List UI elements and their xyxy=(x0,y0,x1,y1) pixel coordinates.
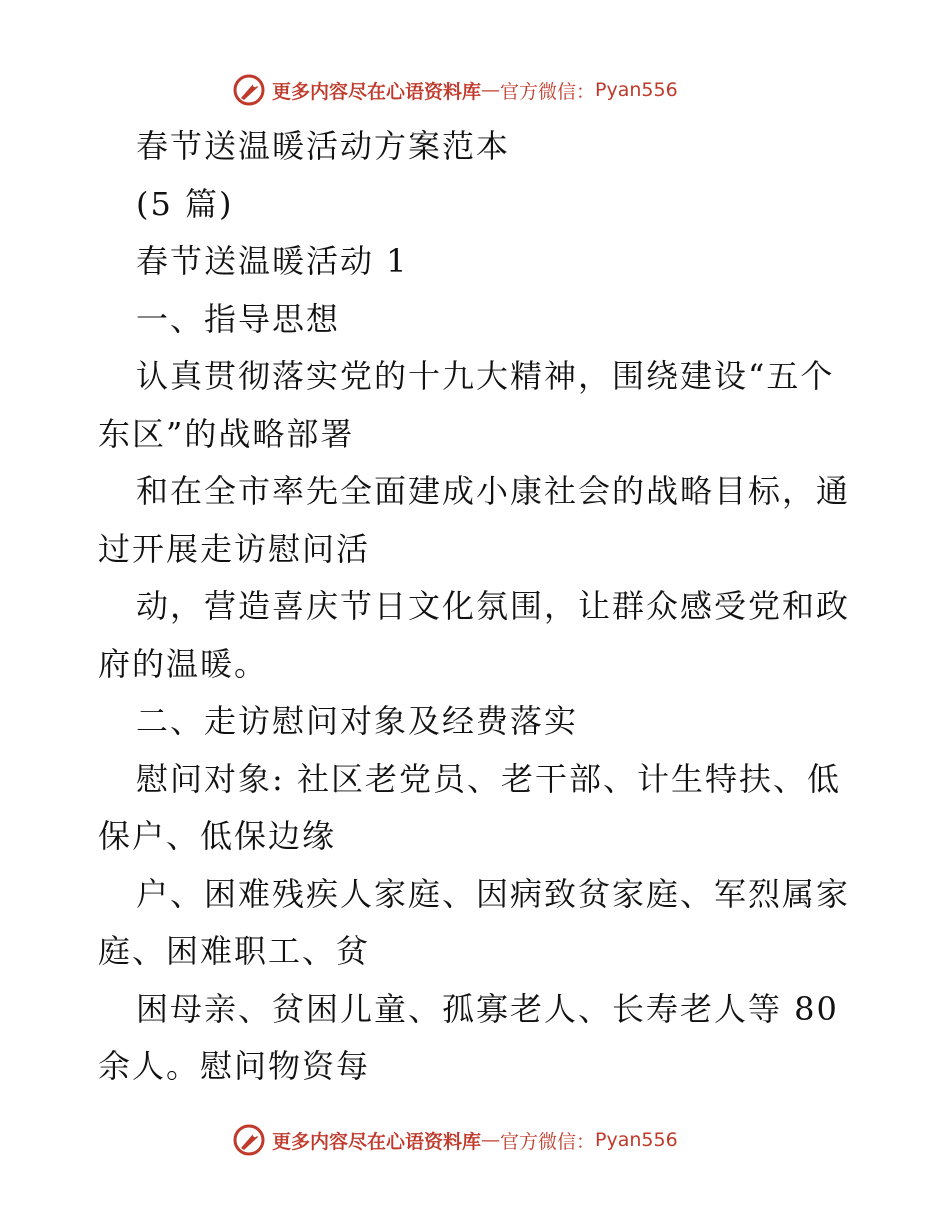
paragraph-line: 动，营造喜庆节日文化氛围，让群众感受党和政 xyxy=(136,587,851,625)
paragraph-line: 庭、困难职工、贫 xyxy=(98,932,371,970)
section-heading: 春节送温暖活动 1 xyxy=(136,242,409,280)
paragraph-line: 困母亲、贫困儿童、孤寡老人、长寿老人等 80 xyxy=(136,989,839,1028)
document-subtitle: (5 篇) xyxy=(136,184,234,223)
watermark-wechat-id: Pyan556 xyxy=(595,79,678,101)
document-body xyxy=(98,118,858,1096)
paragraph-line: 保户、低保边缘 xyxy=(98,817,337,855)
watermark-wechat-label: 官方微信： xyxy=(500,1130,596,1153)
watermark-dash: — xyxy=(481,1129,501,1151)
watermark-site-text: 更多内容尽在心语资料库 xyxy=(272,1130,482,1153)
watermark-dash: — xyxy=(481,79,501,101)
paragraph-line: 和在全市率先全面建成小康社会的战略目标，通 xyxy=(136,472,851,510)
paragraph-line: 余人。慰问物资每 xyxy=(98,1047,371,1085)
pen-nib-logo-icon xyxy=(232,73,266,107)
paragraph-line: 户、困难残疾人家庭、因病致贫家庭、军烈属家 xyxy=(136,874,851,913)
pen-nib-logo-icon xyxy=(232,1123,266,1157)
paragraph-line: 东区”的战略部署 xyxy=(98,414,355,453)
section-heading: 一、指导思想 xyxy=(136,299,341,338)
header-watermark xyxy=(232,72,678,108)
paragraph-line: 慰问对象: 社区老党员、老干部、计生特扶、低 xyxy=(136,759,841,798)
watermark-site-text: 更多内容尽在心语资料库 xyxy=(272,80,482,103)
paragraph-line: 过开展走访慰问活 xyxy=(98,529,371,568)
paragraph-line: 府的温暖。 xyxy=(98,644,269,683)
paragraph-line: 认真贯彻落实党的十九大精神，围绕建设“五个 xyxy=(136,357,835,395)
section-heading: 二、走访慰问对象及经费落实 xyxy=(136,702,579,740)
footer-watermark xyxy=(232,1122,678,1158)
watermark-wechat-label: 官方微信： xyxy=(500,80,596,103)
document-title: 春节送温暖活动方案范本 xyxy=(136,127,511,165)
watermark-wechat-id: Pyan556 xyxy=(595,1129,678,1151)
